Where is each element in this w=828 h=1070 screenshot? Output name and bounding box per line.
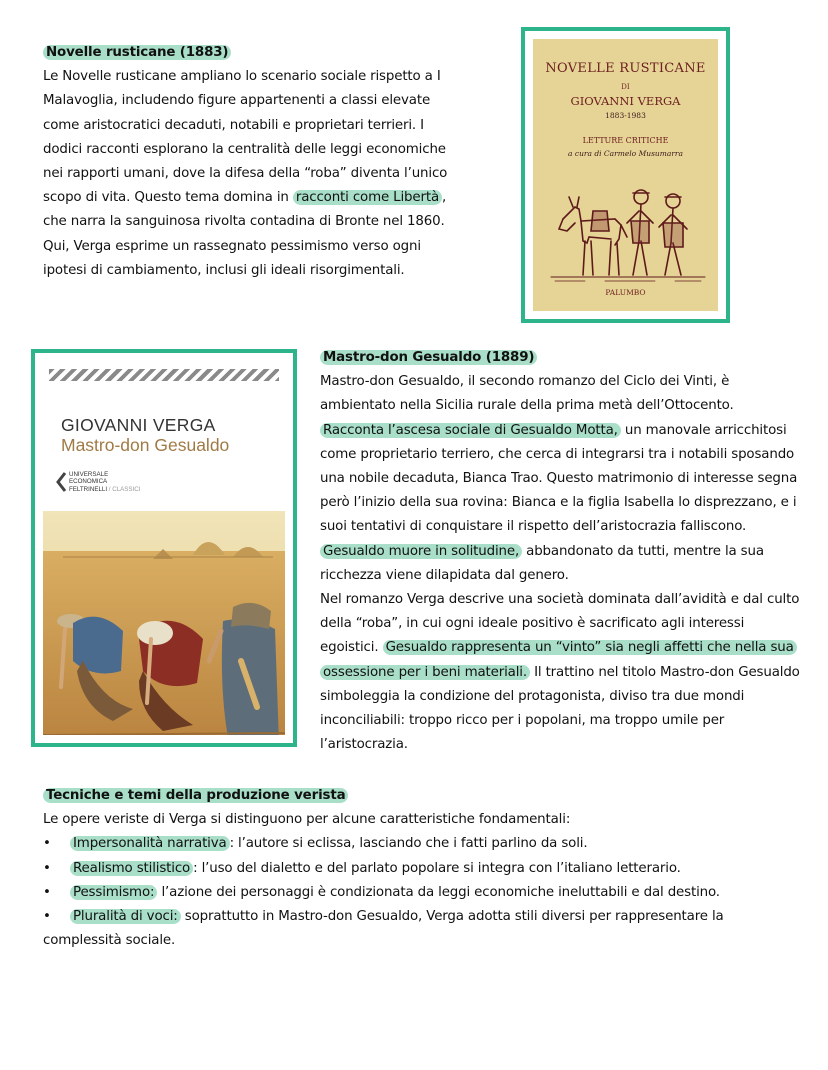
cover1-di: DI: [621, 83, 630, 91]
cover1-publisher: PALUMBO: [605, 288, 646, 297]
novelle-title: Novelle rusticane (1883): [43, 45, 231, 60]
bullet-icon: •: [43, 860, 51, 876]
series-line-1: UNIVERSALE: [69, 471, 109, 478]
list-item: [43, 881, 803, 905]
list-item-term: Pluralità di voci:: [70, 909, 181, 924]
cover2-series: [69, 471, 140, 493]
mastro-cover: [43, 361, 285, 735]
list-item: [43, 905, 803, 953]
mastro-text-4: Nel romanzo Verga descrive una società dominata dall’avidità e dal culto della “roba”, in cui ogni ideale positivo è sacrificato agli interessi egoistici.: [320, 592, 800, 656]
donkey-peasants-illustration: [545, 167, 713, 287]
mastro-text-5: Il trattino nel titolo Mastro-don Gesualdo simboleggia la condizione del protagonista, diviso tra due mondi inconciliabili: troppo ricco per i popolani, ma troppo umile per l’aristocrazia.: [320, 664, 800, 753]
mastro-heading: [320, 346, 800, 370]
mastro-highlight-3: Gesualdo rappresenta un “vinto” sia negli affetti che nella sua ossessione per i beni materiali.: [320, 640, 797, 679]
bullet-icon: •: [43, 909, 51, 925]
tecniche-heading: [43, 784, 803, 808]
novelle-section: [43, 41, 463, 283]
cover1-subtitle: LETTURE CRITICHE: [582, 136, 669, 145]
list-item-text: l’azione dei personaggi è condizionata da leggi economiche ineluttabili e dal destino.: [157, 884, 720, 900]
list-item-text: soprattutto in Mastro-don Gesualdo, Verga adotta stili diversi per rappresentare la complessità sociale.: [43, 909, 724, 949]
novelle-heading: [43, 41, 463, 65]
gleaners-painting: [43, 511, 285, 735]
list-item-term: Realismo stilistico: [70, 861, 193, 876]
cover1-editor: a cura di Carmelo Musumarra: [568, 149, 683, 158]
cover2-author: GIOVANNI VERGA: [61, 415, 216, 435]
series-line-4: CLASSICI: [112, 485, 141, 493]
tecniche-list: [43, 832, 803, 953]
cover1-author: GIOVANNI VERGA: [570, 94, 681, 108]
mastro-highlight-1: Racconta l’ascesa sociale di Gesualdo Motta,: [320, 423, 621, 438]
list-item-term: Pessimismo:: [70, 885, 157, 900]
cover1-title: NOVELLE RUSTICANE: [545, 61, 706, 76]
feltrinelli-logo-icon: [55, 471, 67, 493]
series-line-3: FELTRINELLI: [69, 485, 108, 493]
mastro-highlight-2: Gesualdo muore in solitudine,: [320, 544, 522, 559]
list-item-text: : l’autore si eclissa, lasciando che i fatti parlino da soli.: [229, 836, 588, 852]
mastro-section: [320, 346, 800, 757]
novelle-text-b: , che narra la sanguinosa rivolta contadina di Bronte nel 1860. Qui, Verga esprime un rassegnato pessimismo verso ogni ipotesi di cambiamento, inclusi gli ideali risorgimentali.: [43, 190, 447, 278]
mastro-text-3: abbandonato da tutti, mentre la sua ricchezza viene dilapidata dal genero.: [320, 543, 764, 583]
tecniche-section: [43, 784, 803, 953]
mastro-paragraph-1: [320, 370, 800, 588]
tecniche-title: Tecniche e temi della produzione verista: [43, 788, 348, 803]
novelle-paragraph: [43, 65, 463, 283]
cover2-title: Mastro-don Gesualdo: [61, 435, 230, 455]
novelle-cover-frame: [521, 27, 730, 323]
novelle-cover: [533, 39, 718, 311]
mastro-paragraph-2: [320, 588, 800, 757]
series-line-2: ECONOMICA: [69, 478, 108, 486]
list-item: [43, 832, 803, 856]
mastro-text-2: un manovale arricchitosi come proprietario terriero, che cerca di integrarsi tra i notabili sposando una nobile decaduta, Bianca Trao. Questo matrimonio di interesse segna però l’inizio della sua rovina: Bianca e la figlia Isabella lo disprezzano, e i suoi tentativi di conquistare il rispetto dell’aristocrazia falliscono.: [320, 422, 798, 535]
novelle-text-a: Le Novelle rusticane ampliano lo scenario sociale rispetto a I Malavoglia, includendo figure appartenenti a classi elevate come aristocratici decaduti, notabili e proprietari terrieri. I dodici racconti esplorano la centralità delle leggi economiche nei rapporti umani, dove la difesa della “roba” diventa l’unico scopo di vita. Questo tema domina in: [43, 69, 448, 206]
novelle-highlight: racconti come Libertà: [293, 190, 442, 205]
tecniche-intro: Le opere veriste di Verga si distinguono per alcune caratteristiche fondamentali:: [43, 812, 571, 828]
list-item: [43, 857, 803, 881]
bullet-icon: •: [43, 884, 51, 900]
list-item-text: : l’uso del dialetto e del parlato popolare si integra con l’italiano letterario.: [193, 860, 681, 876]
cover1-years: 1883-1983: [605, 111, 646, 120]
list-item-term: Impersonalità narrativa: [70, 836, 230, 851]
mastro-text-1: Mastro-don Gesualdo, il secondo romanzo del Ciclo dei Vinti, è ambientato nella Sicilia rurale della prima metà dell’Ottocento.: [320, 374, 734, 414]
mastro-title: Mastro-don Gesualdo (1889): [320, 350, 537, 365]
mastro-cover-frame: [31, 349, 297, 747]
cover2-stripes: [49, 369, 279, 381]
bullet-icon: •: [43, 836, 51, 852]
series-sep: /: [108, 485, 113, 493]
